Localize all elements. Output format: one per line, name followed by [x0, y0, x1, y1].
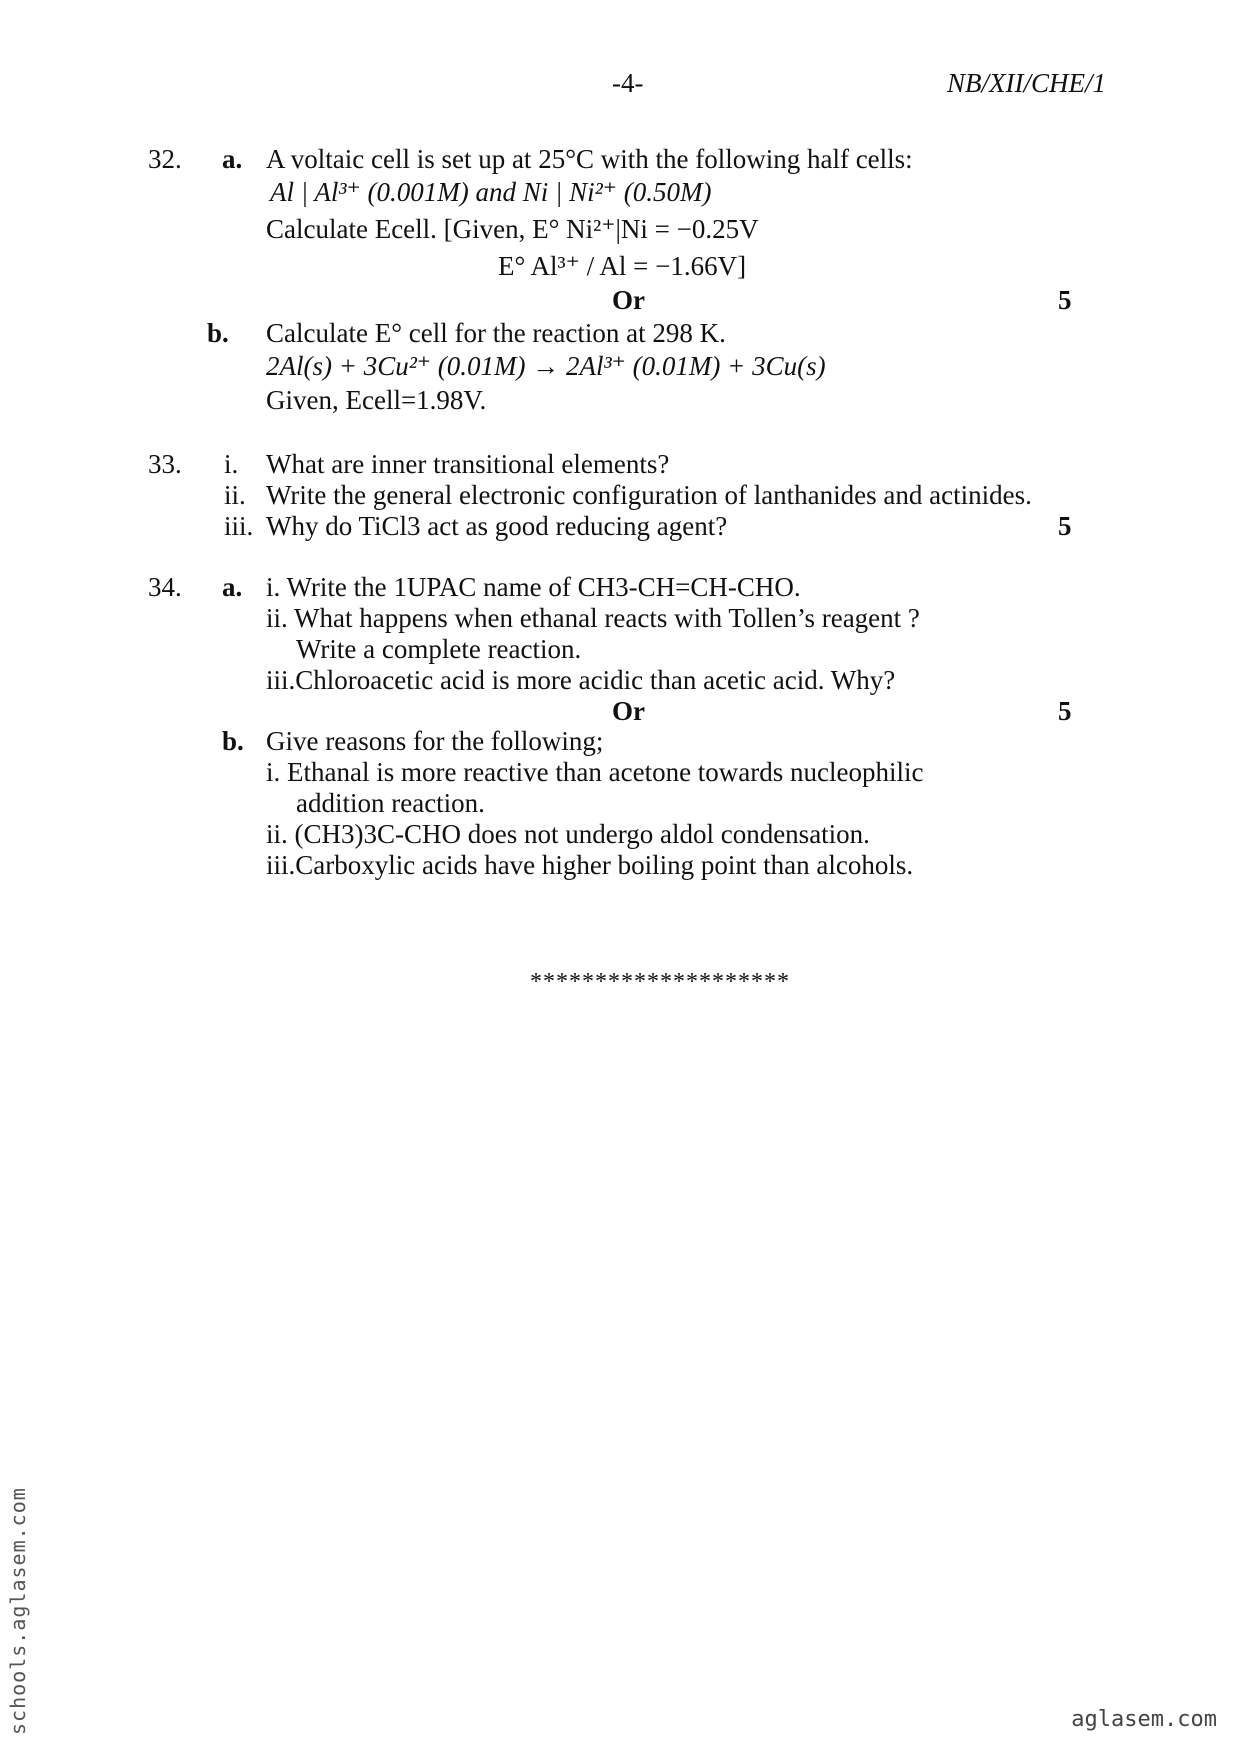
q32-b-label: b. — [207, 318, 229, 348]
q33-iii-text: Why do TiCl3 act as good reducing agent? — [266, 511, 728, 541]
q34-number: 34. — [148, 572, 182, 602]
q34-b-i-2: addition reaction. — [296, 788, 485, 818]
q33-iii-label: iii. — [224, 511, 254, 541]
q32-b-line1: Calculate E° cell for the reaction at 298 K. — [266, 318, 726, 348]
q34-b-intro: Give reasons for the following; — [266, 726, 604, 756]
q32-a-line1: A voltaic cell is set up at 25°C with the following half cells: — [266, 144, 913, 174]
q34-a-i: i. Write the 1UPAC name of CH3-CH=CH-CHO. — [266, 572, 801, 602]
q33-i-label: i. — [224, 449, 239, 479]
q34-a-ii-2: Write a complete reaction. — [296, 634, 582, 664]
q32-marks: 5 — [1058, 285, 1072, 315]
q32-or: Or — [612, 285, 645, 315]
q32-a-label: a. — [222, 144, 243, 174]
q33-number: 33. — [148, 449, 182, 479]
q34-b-ii: ii. (CH3)3C-CHO does not undergo aldol condensation. — [266, 819, 870, 849]
q34-or: Or — [612, 696, 645, 726]
q33-ii-label: ii. — [224, 480, 246, 510]
q34-a-label: a. — [222, 572, 243, 602]
q32-b-line3: Given, Ecell=1.98V. — [266, 385, 487, 415]
q32-a-line4: E° Al³⁺ / Al = −1.66V] — [498, 251, 747, 281]
q34-b-label: b. — [222, 726, 244, 756]
q34-b-i-1: i. Ethanal is more reactive than acetone towards nucleophilic — [266, 757, 924, 787]
page-number: -4- — [612, 68, 644, 98]
q32-a-line2: Al | Al³⁺ (0.001M) and Ni | Ni²⁺ (0.50M) — [270, 177, 712, 207]
side-watermark: schools.aglasem.com — [6, 1487, 30, 1735]
corner-watermark: aglasem.com — [1071, 1707, 1217, 1732]
q34-a-ii-1: ii. What happens when ethanal reacts with Tollen’s reagent ? — [266, 603, 920, 633]
paper-code: NB/XII/CHE/1 — [947, 68, 1106, 98]
end-of-paper-stars: ******************** — [530, 969, 790, 995]
q32-b-line2: 2Al(s) + 3Cu²⁺ (0.01M) → 2Al³⁺ (0.01M) + 3Cu(s) — [266, 351, 826, 381]
q32-a-line3: Calculate Ecell. [Given, E° Ni²⁺|Ni = −0.25V — [266, 214, 759, 244]
q32-number: 32. — [148, 144, 182, 174]
q34-b-iii: iii.Carboxylic acids have higher boiling point than alcohols. — [266, 850, 914, 880]
q33-i-text: What are inner transitional elements? — [266, 449, 670, 479]
q34-marks: 5 — [1058, 696, 1072, 726]
q33-ii-text: Write the general electronic configuration of lanthanides and actinides. — [266, 480, 1032, 510]
q33-marks: 5 — [1058, 511, 1072, 541]
q34-a-iii: iii.Chloroacetic acid is more acidic than acetic acid. Why? — [266, 665, 896, 695]
